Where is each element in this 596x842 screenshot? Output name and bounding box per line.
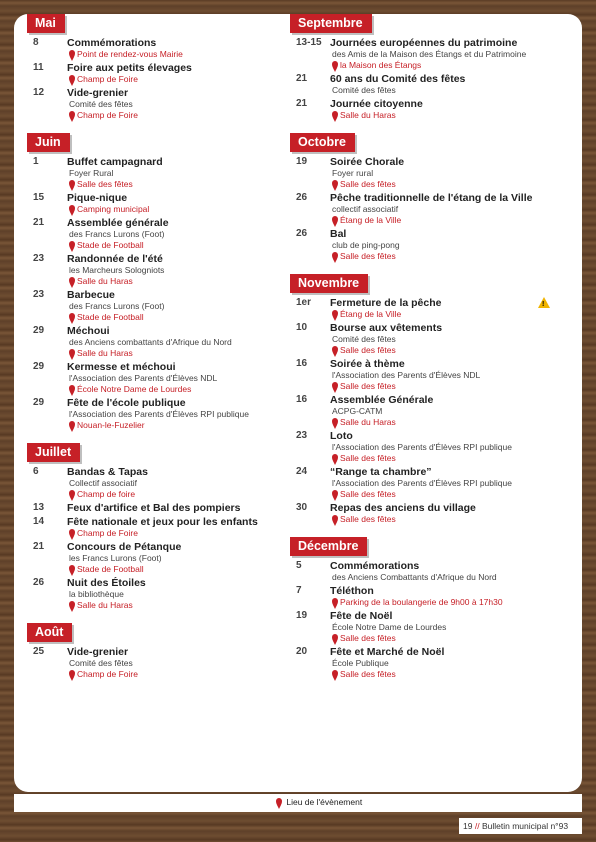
event-location-label: Nouan-le-Fuzelier — [77, 420, 145, 430]
month-section — [296, 133, 552, 274]
location-pin-icon — [69, 670, 75, 678]
event-item — [33, 87, 295, 121]
event-location-label: Champ de foire — [77, 489, 136, 499]
event-item — [33, 361, 295, 395]
event-organizer: Foyer rural — [332, 168, 374, 178]
event-item — [296, 322, 552, 356]
event-title: “Range ta chambre” — [330, 466, 432, 478]
event-date: 23 — [33, 289, 45, 300]
warning-icon — [538, 297, 550, 308]
section-gap — [33, 123, 295, 133]
event-item — [296, 228, 552, 262]
event-organizer: Comité des fêtes — [332, 85, 396, 95]
event-location — [67, 564, 295, 575]
event-location — [330, 60, 552, 71]
event-location-label: Stade de Football — [77, 312, 144, 322]
event-title: Pêche traditionnelle de l'étang de la Ville — [330, 192, 533, 204]
event-location-label: Salle du Haras — [340, 110, 396, 120]
event-date: 15 — [33, 192, 45, 203]
event-organizer: des Francs Lurons (Foot) — [69, 301, 165, 311]
event-location — [330, 633, 552, 644]
event-date: 1er — [296, 297, 312, 308]
location-pin-icon — [69, 277, 75, 285]
event-title: Vide-grenier — [67, 646, 129, 658]
event-title: Concours de Pétanque — [67, 541, 182, 553]
event-location-label: Stade de Football — [77, 564, 144, 574]
event-item — [33, 253, 295, 287]
event-date: 13 — [33, 502, 45, 513]
event-title: 60 ans du Comité des fêtes — [330, 73, 466, 85]
month-section — [296, 537, 552, 692]
event-date: 13-15 — [296, 37, 322, 48]
event-location — [67, 74, 295, 85]
month-heading: Décembre — [290, 537, 367, 556]
event-location — [67, 348, 295, 359]
legend-label: Lieu de l'évènement — [286, 797, 363, 807]
event-title: Pique-nique — [67, 192, 128, 204]
event-date: 16 — [296, 394, 308, 405]
right-column — [296, 14, 552, 692]
event-title: Kermesse et méchoui — [67, 361, 176, 373]
event-organizer: les Marcheurs Sologniots — [69, 265, 165, 275]
event-location-label: Salle des fêtes — [340, 514, 396, 524]
event-location-label: Champ de Foire — [77, 110, 138, 120]
event-location-label: Champ de Foire — [77, 528, 138, 538]
event-organizer: Collectif associatif — [69, 478, 138, 488]
event-date: 23 — [296, 430, 308, 441]
event-date: 5 — [296, 560, 302, 571]
event-organizer: l'Association des Parents d'Élèves RPI publique — [332, 442, 512, 452]
event-location-label: Salle des fêtes — [340, 453, 396, 463]
location-pin-icon — [332, 454, 338, 462]
event-item — [296, 192, 552, 226]
event-organizer: l'Association des Parents d'Élèves NDL — [332, 370, 481, 380]
location-pin-icon — [332, 252, 338, 260]
event-organizer: des Francs Lurons (Foot) — [69, 229, 165, 239]
event-location — [67, 384, 295, 395]
event-item — [296, 37, 552, 71]
event-date: 26 — [296, 192, 308, 203]
event-item — [296, 610, 552, 644]
location-pin-icon — [332, 418, 338, 426]
event-title: Journée citoyenne — [330, 98, 423, 110]
legend — [276, 797, 362, 807]
event-item — [296, 156, 552, 190]
left-column — [33, 14, 295, 692]
event-title: Bal — [330, 228, 347, 240]
event-location — [67, 49, 295, 60]
location-pin-icon — [332, 346, 338, 354]
event-date: 24 — [296, 466, 308, 477]
event-date: 21 — [33, 541, 45, 552]
event-date: 10 — [296, 322, 308, 333]
event-location — [330, 215, 552, 226]
event-item — [33, 217, 295, 251]
event-organizer: ACPG-CATM — [332, 406, 383, 416]
event-location-label: Salle du Haras — [77, 276, 133, 286]
month-section — [33, 443, 295, 623]
event-title: Bandas & Tapas — [67, 466, 148, 478]
event-date: 16 — [296, 358, 308, 369]
event-date: 7 — [296, 585, 302, 596]
event-date: 14 — [33, 516, 45, 527]
section-gap — [296, 527, 552, 537]
event-title: Nuit des Étoiles — [67, 577, 146, 589]
event-organizer: Comité des fêtes — [332, 334, 396, 344]
event-item — [296, 358, 552, 392]
event-item — [33, 541, 295, 575]
event-location — [330, 179, 552, 190]
event-item — [33, 192, 295, 215]
event-date: 21 — [33, 217, 45, 228]
section-gap — [296, 264, 552, 274]
location-pin-icon — [332, 598, 338, 606]
event-location — [67, 204, 295, 215]
event-title: Journées européennes du patrimoine — [330, 37, 518, 49]
event-title: Randonnée de l'été — [67, 253, 163, 265]
event-title: Repas des anciens du village — [330, 502, 476, 514]
month-heading: Mai — [27, 14, 65, 33]
event-title: Bourse aux vêtements — [330, 322, 443, 334]
event-location-label: Salle des fêtes — [340, 669, 396, 679]
warning-mark: ! — [542, 301, 545, 308]
location-pin-icon — [332, 634, 338, 642]
event-item — [296, 98, 552, 121]
event-title: Assemblée générale — [67, 217, 169, 229]
event-item — [33, 289, 295, 323]
event-date: 12 — [33, 87, 45, 98]
event-item — [33, 577, 295, 611]
event-date: 21 — [296, 98, 308, 109]
event-item — [33, 62, 295, 85]
month-heading: Juin — [27, 133, 70, 152]
event-date: 19 — [296, 156, 308, 167]
location-pin-icon — [332, 310, 338, 318]
event-item — [296, 297, 552, 320]
event-location — [330, 309, 552, 320]
event-location-label: Parking de la boulangerie de 9h00 à 17h30 — [340, 597, 503, 607]
location-pin-icon — [332, 61, 338, 69]
location-pin-icon — [69, 205, 75, 213]
location-pin-icon — [69, 349, 75, 357]
location-pin-icon — [69, 241, 75, 249]
event-date: 19 — [296, 610, 308, 621]
event-location-label: la Maison des Étangs — [340, 60, 422, 70]
event-title: Fête nationale et jeux pour les enfants — [67, 516, 258, 528]
event-item — [33, 397, 295, 431]
event-item — [33, 646, 295, 680]
event-location-label: Stade de Football — [77, 240, 144, 250]
event-item — [33, 516, 295, 539]
month-heading: Août — [27, 623, 72, 642]
event-item — [296, 560, 552, 583]
event-date: 25 — [33, 646, 45, 657]
event-location-label: Salle des fêtes — [340, 345, 396, 355]
month-heading: Juillet — [27, 443, 80, 462]
location-pin-icon — [69, 385, 75, 393]
event-organizer: l'Association des Parents d'Élèves RPI publique — [69, 409, 249, 419]
location-pin-icon — [332, 515, 338, 523]
event-location — [330, 669, 552, 680]
event-title: Assemblée Générale — [330, 394, 434, 406]
event-location-label: Salle des fêtes — [340, 251, 396, 261]
event-organizer: l'Association des Parents d'Élèves NDL — [69, 373, 218, 383]
event-organizer: Comité des fêtes — [69, 658, 133, 668]
event-title: Vide-grenier — [67, 87, 129, 99]
event-location — [67, 600, 295, 611]
event-location — [67, 489, 295, 500]
event-location — [330, 514, 552, 525]
event-organizer: les Francs Lurons (Foot) — [69, 553, 162, 563]
event-item — [296, 73, 552, 96]
location-pin-icon — [69, 75, 75, 83]
location-pin-icon — [69, 490, 75, 498]
event-date: 26 — [33, 577, 45, 588]
event-date: 23 — [33, 253, 45, 264]
event-item — [296, 585, 552, 608]
location-pin-icon — [276, 798, 282, 806]
event-title: Loto — [330, 430, 353, 442]
event-organizer: des Anciens Combattants d'Afrique du Nord — [332, 572, 497, 582]
month-heading: Septembre — [290, 14, 372, 33]
event-location-label: Champ de Foire — [77, 669, 138, 679]
month-heading: Octobre — [290, 133, 355, 152]
event-organizer: École Publique — [332, 658, 389, 668]
event-title: Commémorations — [330, 560, 420, 572]
event-location-label: Étang de la Ville — [340, 215, 402, 225]
event-organizer: des Anciens combattants d'Afrique du Nord — [69, 337, 232, 347]
event-title: Fermeture de la pêche — [330, 297, 442, 309]
month-section — [33, 133, 295, 443]
event-organizer: club de ping-pong — [332, 240, 400, 250]
event-date: 30 — [296, 502, 308, 513]
location-pin-icon — [332, 180, 338, 188]
event-item — [33, 37, 295, 60]
section-gap — [33, 613, 295, 623]
event-title: Fête de Noël — [330, 610, 393, 622]
event-item — [296, 430, 552, 464]
event-organizer: des Amis de la Maison des Étangs et du Patrimoine — [332, 49, 527, 59]
event-date: 1 — [33, 156, 39, 167]
event-location-label: Étang de la Ville — [340, 309, 402, 319]
section-gap — [296, 123, 552, 133]
event-location — [67, 240, 295, 251]
event-title: Soirée Chorale — [330, 156, 405, 168]
event-location-label: Salle du Haras — [77, 348, 133, 358]
event-title: Foire aux petits élevages — [67, 62, 192, 74]
event-location-label: Salle des fêtes — [340, 489, 396, 499]
page-number: 19 — [463, 821, 473, 831]
event-title: Soirée à thème — [330, 358, 405, 370]
location-pin-icon — [332, 382, 338, 390]
event-location-label: Salle des fêtes — [340, 633, 396, 643]
section-gap — [296, 682, 552, 692]
event-date: 8 — [33, 37, 39, 48]
event-item — [296, 646, 552, 680]
month-section — [33, 623, 295, 692]
event-date: 20 — [296, 646, 308, 657]
location-pin-icon — [69, 601, 75, 609]
location-pin-icon — [69, 180, 75, 188]
event-location — [330, 381, 552, 392]
event-organizer: l'Association des Parents d'Élèves RPI publique — [332, 478, 512, 488]
event-title: Fête de l'école publique — [67, 397, 186, 409]
event-location — [67, 312, 295, 323]
event-item — [33, 502, 295, 514]
footer-separator: // — [474, 821, 480, 831]
event-date: 29 — [33, 397, 45, 408]
event-location — [330, 489, 552, 500]
event-location — [67, 528, 295, 539]
event-title: Méchoui — [67, 325, 110, 337]
event-location — [67, 276, 295, 287]
event-location — [67, 179, 295, 190]
event-location-label: Salle des fêtes — [340, 179, 396, 189]
event-date: 6 — [33, 466, 39, 477]
month-section — [33, 14, 295, 133]
location-pin-icon — [69, 313, 75, 321]
event-organizer: la bibliothèque — [69, 589, 124, 599]
event-date: 21 — [296, 73, 308, 84]
event-title: Téléthon — [330, 585, 374, 597]
event-location-label: Champ de Foire — [77, 74, 138, 84]
event-location — [330, 453, 552, 464]
event-location — [67, 110, 295, 121]
event-location-label: Salle du Haras — [340, 417, 396, 427]
event-item — [296, 394, 552, 428]
page-footer — [459, 818, 582, 834]
event-location — [330, 417, 552, 428]
event-location-label: Salle des fêtes — [77, 179, 133, 189]
section-gap — [33, 433, 295, 443]
location-pin-icon — [332, 216, 338, 224]
event-location — [330, 251, 552, 262]
event-item — [33, 156, 295, 190]
month-heading: Novembre — [290, 274, 368, 293]
location-pin-icon — [69, 111, 75, 119]
event-organizer: Comité des fêtes — [69, 99, 133, 109]
location-pin-icon — [69, 421, 75, 429]
event-location-label: École Notre Dame de Lourdes — [77, 384, 192, 394]
bulletin-label: Bulletin municipal n°93 — [481, 821, 569, 831]
event-title: Buffet campagnard — [67, 156, 163, 168]
event-title: Commémorations — [67, 37, 157, 49]
event-organizer: École Notre Dame de Lourdes — [332, 622, 447, 632]
event-title: Barbecue — [67, 289, 115, 301]
event-organizer: Foyer Rural — [69, 168, 114, 178]
location-pin-icon — [69, 565, 75, 573]
event-location — [330, 345, 552, 356]
location-pin-icon — [332, 670, 338, 678]
event-location-label: Salle des fêtes — [340, 381, 396, 391]
event-location — [67, 669, 295, 680]
location-pin-icon — [69, 50, 75, 58]
event-item — [33, 466, 295, 500]
event-location-label: Salle du Haras — [77, 600, 133, 610]
month-section — [296, 14, 552, 133]
event-date: 29 — [33, 325, 45, 336]
event-title: Feux d'artifice et Bal des pompiers — [67, 502, 241, 514]
event-location-label: Camping municipal — [77, 204, 150, 214]
event-organizer: collectif associatif — [332, 204, 399, 214]
location-pin-icon — [69, 529, 75, 537]
event-date: 26 — [296, 228, 308, 239]
event-item — [33, 325, 295, 359]
location-pin-icon — [332, 490, 338, 498]
section-gap — [33, 682, 295, 692]
event-location — [330, 597, 552, 608]
event-item — [296, 466, 552, 500]
event-item — [296, 502, 552, 525]
event-location — [67, 420, 295, 431]
month-section — [296, 274, 552, 537]
event-title: Fête et Marché de Noël — [330, 646, 445, 658]
event-date: 29 — [33, 361, 45, 372]
location-pin-icon — [332, 111, 338, 119]
event-date: 11 — [33, 62, 44, 73]
event-location — [330, 110, 552, 121]
event-location-label: Point de rendez-vous Mairie — [77, 49, 183, 59]
